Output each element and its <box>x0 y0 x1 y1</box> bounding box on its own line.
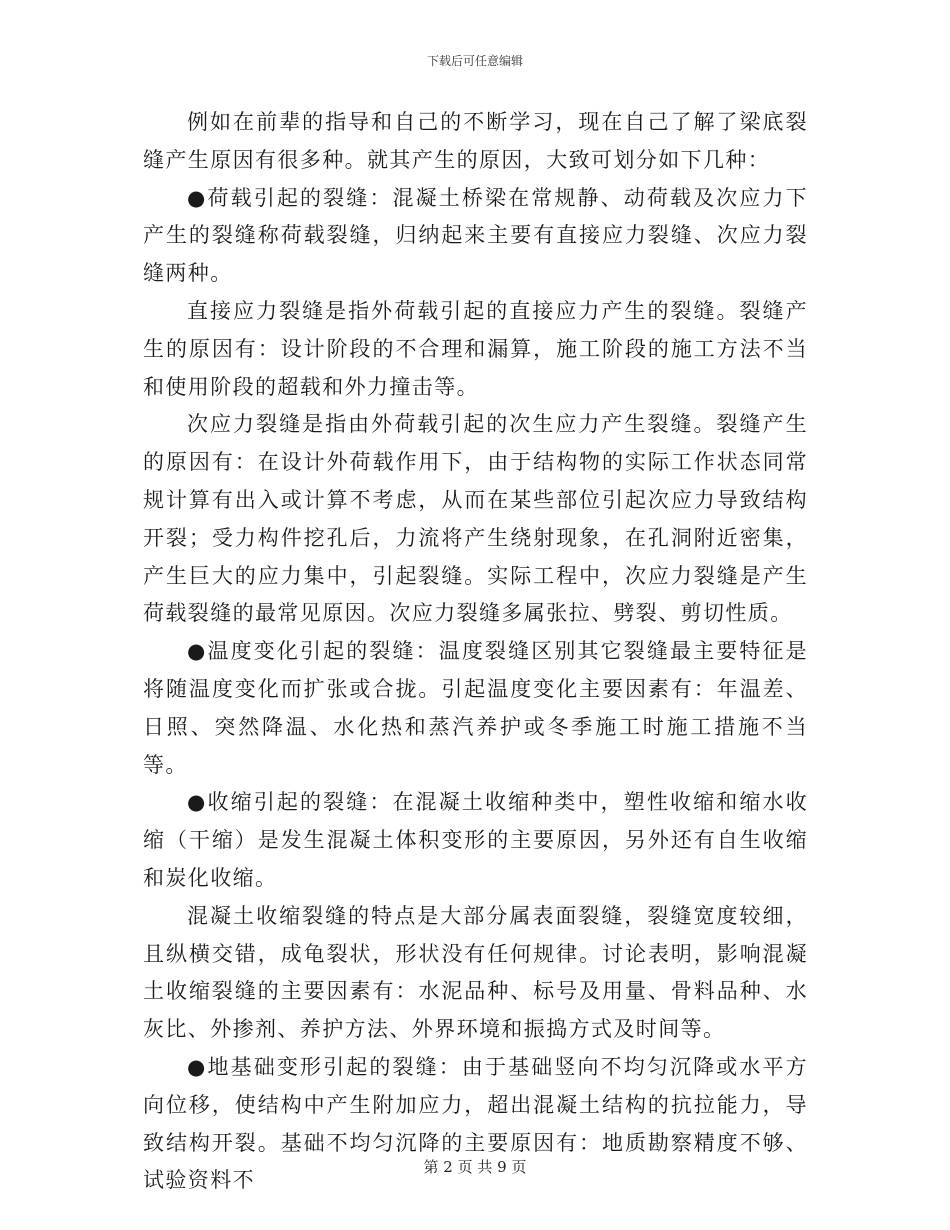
document-body <box>143 104 808 1200</box>
paragraph-temperature-cracks: ●温度变化引起的裂缝：温度裂缝区别其它裂缝最主要特征是将随温度变化而扩张或合拢。引起温度变化主要因素有：年温差、日照、突然降温、水化热和蒸汽养护或冬季施工时施工措施不当等。 <box>143 639 808 777</box>
paragraph-secondary-stress-cracks: 次应力裂缝是指由外荷载引起的次生应力产生裂缝。裂缝产生的原因有：在设计外荷载作用下，由于结构物的实际工作状态同常规计算有出入或计算不考虑，从而在某些部位引起次应力导致结构开裂；受力构件挖孔后，力流将产生绕射现象，在孔洞附近密集，产生巨大的应力集中，引起裂缝。实际工程中，次应力裂缝是产生荷载裂缝的最常见原因。次应力裂缝多属张拉、劈裂、剪切性质。 <box>143 412 808 626</box>
paragraph-foundation-cracks: ●地基础变形引起的裂缝：由于基础竖向不均匀沉降或水平方向位移，使结构中产生附加应力，超出混凝土结构的抗拉能力，导致结构开裂。基础不均匀沉降的主要原因有：地质勘察精度不够、试验资料不 <box>143 1054 808 1193</box>
paragraph-shrinkage-cracks: ●收缩引起的裂缝：在混凝土收缩种类中，塑性收缩和缩水收缩（干缩）是发生混凝土体积变形的主要原因，另外还有自生收缩和炭化收缩。 <box>143 790 808 890</box>
paragraph-intro: 例如在前辈的指导和自己的不断学习，现在自己了解了梁底裂缝产生原因有很多种。就其产生的原因，大致可划分如下几种： <box>143 110 808 172</box>
page-number: 第 2 页 共 9 页 <box>423 1158 527 1176</box>
paragraph-shrinkage-characteristics: 混凝土收缩裂缝的特点是大部分属表面裂缝，裂缝宽度较细，且纵横交错，成龟裂状，形状没有任何规律。讨论表明，影响混凝土收缩裂缝的主要因素有：水泥品种、标号及用量、骨料品种、水灰比、外掺剂、养护方法、外界环境和振捣方式及时间等。 <box>143 903 808 1042</box>
paragraph-direct-stress-cracks: 直接应力裂缝是指外荷载引起的直接应力产生的裂缝。裂缝产生的原因有：设计阶段的不合理和漏算，施工阶段的施工方法不当和使用阶段的超载和外力撞击等。 <box>143 298 808 399</box>
paragraph-load-cracks: ●荷载引起的裂缝：混凝土桥梁在常规静、动荷载及次应力下产生的裂缝称荷载裂缝，归纳起来主要有直接应力裂缝、次应力裂缝两种。 <box>143 185 808 286</box>
page-header: 下载后可任意编辑 <box>426 54 523 68</box>
